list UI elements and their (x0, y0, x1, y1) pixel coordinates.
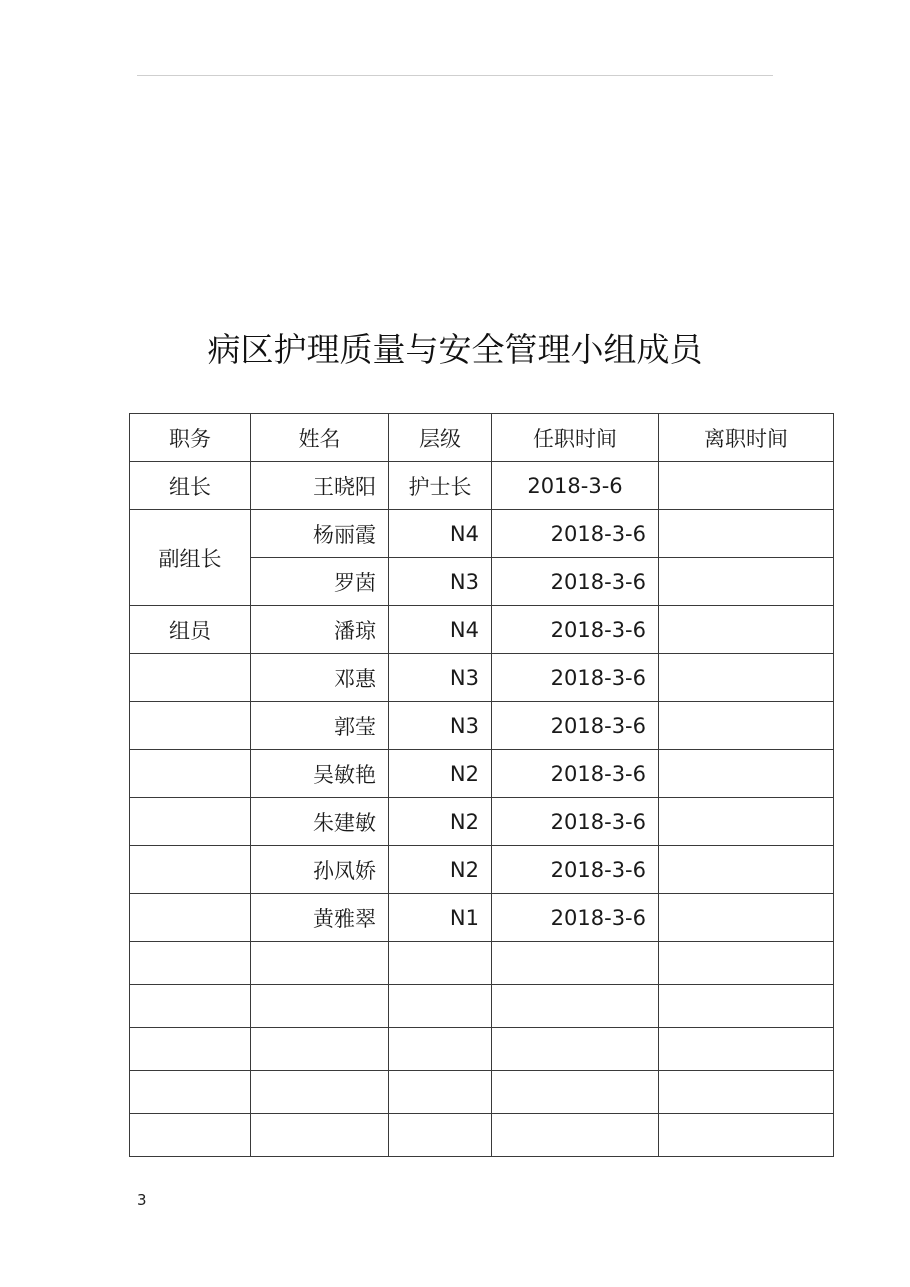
empty-cell (389, 1114, 492, 1157)
header-end-date: 离职时间 (659, 414, 834, 462)
header-start-date: 任职时间 (492, 414, 659, 462)
empty-cell (251, 1114, 389, 1157)
start-date-cell: 2018-3-6 (492, 606, 659, 654)
table-row (130, 846, 834, 894)
level-cell: N3 (389, 558, 492, 606)
name-cell: 杨丽霞 (251, 510, 389, 558)
name-cell: 朱建敏 (251, 798, 389, 846)
header-level: 层级 (389, 414, 492, 462)
table-header-row (130, 414, 834, 462)
document-title: 病区护理质量与安全管理小组成员 (207, 330, 703, 369)
name-cell: 黄雅翠 (251, 894, 389, 942)
empty-cell (659, 942, 834, 985)
position-cell (130, 654, 251, 702)
level-cell: N3 (389, 654, 492, 702)
name-cell: 王晓阳 (251, 462, 389, 510)
empty-cell (492, 985, 659, 1028)
empty-cell (659, 1071, 834, 1114)
table-row (130, 510, 834, 558)
start-date-cell: 2018-3-6 (492, 702, 659, 750)
empty-cell (492, 1114, 659, 1157)
header-rule (137, 75, 773, 76)
empty-cell (130, 1114, 251, 1157)
empty-cell (251, 1028, 389, 1071)
empty-cell (130, 1028, 251, 1071)
empty-row (130, 1071, 834, 1114)
table-row (130, 750, 834, 798)
name-cell: 郭莹 (251, 702, 389, 750)
level-cell: N2 (389, 798, 492, 846)
members-table (129, 413, 834, 1157)
start-date-cell: 2018-3-6 (492, 558, 659, 606)
end-date-cell (659, 798, 834, 846)
start-date-cell: 2018-3-6 (492, 894, 659, 942)
start-date-cell: 2018-3-6 (492, 846, 659, 894)
empty-cell (659, 1028, 834, 1071)
empty-cell (130, 985, 251, 1028)
empty-row (130, 1114, 834, 1157)
level-cell: N1 (389, 894, 492, 942)
end-date-cell (659, 462, 834, 510)
start-date-cell: 2018-3-6 (492, 462, 659, 510)
empty-cell (251, 1071, 389, 1114)
table-row (130, 606, 834, 654)
empty-cell (130, 942, 251, 985)
position-cell (130, 702, 251, 750)
level-cell: N2 (389, 846, 492, 894)
start-date-cell: 2018-3-6 (492, 750, 659, 798)
empty-cell (251, 985, 389, 1028)
start-date-cell: 2018-3-6 (492, 798, 659, 846)
page-number: 3 (137, 1191, 147, 1209)
empty-cell (492, 942, 659, 985)
level-cell: N4 (389, 606, 492, 654)
level-cell: 护士长 (389, 462, 492, 510)
level-cell: N4 (389, 510, 492, 558)
position-cell (130, 750, 251, 798)
table-row (130, 702, 834, 750)
empty-cell (659, 985, 834, 1028)
name-cell: 孙凤娇 (251, 846, 389, 894)
empty-cell (389, 985, 492, 1028)
table-row (130, 894, 834, 942)
empty-cell (389, 1071, 492, 1114)
name-cell: 罗茵 (251, 558, 389, 606)
end-date-cell (659, 606, 834, 654)
empty-cell (389, 1028, 492, 1071)
position-cell: 组长 (130, 462, 251, 510)
table-row (130, 798, 834, 846)
empty-cell (492, 1071, 659, 1114)
name-cell: 潘琼 (251, 606, 389, 654)
end-date-cell (659, 846, 834, 894)
level-cell: N3 (389, 702, 492, 750)
name-cell: 邓惠 (251, 654, 389, 702)
empty-cell (659, 1114, 834, 1157)
empty-row (130, 942, 834, 985)
end-date-cell (659, 894, 834, 942)
empty-cell (251, 942, 389, 985)
end-date-cell (659, 654, 834, 702)
end-date-cell (659, 750, 834, 798)
end-date-cell (659, 558, 834, 606)
position-cell (130, 798, 251, 846)
empty-cell (130, 1071, 251, 1114)
empty-row (130, 1028, 834, 1071)
table-row (130, 654, 834, 702)
end-date-cell (659, 510, 834, 558)
name-cell: 吴敏艳 (251, 750, 389, 798)
end-date-cell (659, 702, 834, 750)
header-position: 职务 (130, 414, 251, 462)
table-row (130, 462, 834, 510)
empty-row (130, 985, 834, 1028)
position-cell (130, 894, 251, 942)
start-date-cell: 2018-3-6 (492, 510, 659, 558)
position-cell: 组员 (130, 606, 251, 654)
header-name: 姓名 (251, 414, 389, 462)
start-date-cell: 2018-3-6 (492, 654, 659, 702)
empty-cell (492, 1028, 659, 1071)
position-cell (130, 846, 251, 894)
empty-cell (389, 942, 492, 985)
position-cell: 副组长 (130, 510, 251, 606)
level-cell: N2 (389, 750, 492, 798)
